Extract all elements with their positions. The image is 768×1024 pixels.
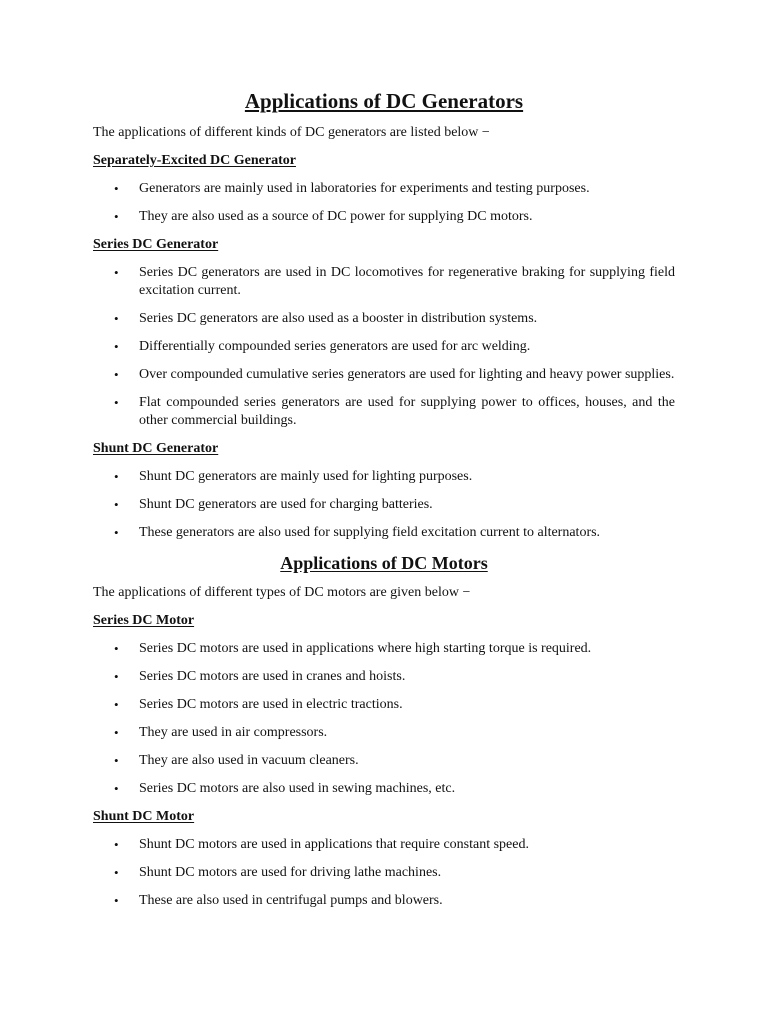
list-item-text: Shunt DC generators are used for charging batteries. xyxy=(139,497,433,512)
list-item-text: Generators are mainly used in laboratories for experiments and testing purposes. xyxy=(139,181,590,196)
bullet-icon: • xyxy=(114,311,119,326)
list-item-text: Shunt DC motors are used for driving lathe machines. xyxy=(139,865,442,880)
bullet-icon: • xyxy=(114,265,119,280)
bullet-icon: • xyxy=(114,725,119,740)
intro-dc-generators: The applications of different kinds of DC generators are listed below − xyxy=(93,125,490,140)
list-item xyxy=(93,724,675,742)
list-item xyxy=(93,208,675,226)
list-item xyxy=(93,394,675,430)
bullet-icon: • xyxy=(114,781,119,796)
list-item-text: Series DC generators are used in DC locomotives for regenerative braking for supplying field excitation current. xyxy=(139,265,675,298)
list-item-text: Shunt DC motors are used in applications that require constant speed. xyxy=(139,837,529,852)
list-item-text: They are used in air compressors. xyxy=(139,725,328,740)
heading-shunt-motor: Shunt DC Motor xyxy=(93,809,195,824)
list-item xyxy=(93,892,675,910)
list-shunt-motor xyxy=(93,836,675,910)
bullet-icon: • xyxy=(114,367,119,382)
list-item xyxy=(93,780,675,798)
bullet-icon: • xyxy=(114,469,119,484)
list-item-text: These generators are also used for supplying field excitation current to alternators. xyxy=(139,525,601,540)
list-item-text: These are also used in centrifugal pumps and blowers. xyxy=(139,893,443,908)
list-item xyxy=(93,338,675,356)
bullet-icon: • xyxy=(114,209,119,224)
list-item-text: Flat compounded series generators are used for supplying power to offices, houses, and the other commercial buildings. xyxy=(139,395,675,428)
list-item xyxy=(93,366,675,384)
list-item xyxy=(93,864,675,882)
bullet-icon: • xyxy=(114,753,119,768)
list-item-text: Over compounded cumulative series generators are used for lighting and heavy power supplies. xyxy=(139,367,675,382)
list-item-text: Differentially compounded series generators are used for arc welding. xyxy=(139,339,531,354)
bullet-icon: • xyxy=(114,339,119,354)
list-item xyxy=(93,496,675,514)
list-item xyxy=(93,640,675,658)
list-separately-excited-generator xyxy=(93,180,675,226)
list-item xyxy=(93,752,675,770)
list-item xyxy=(93,180,675,198)
bullet-icon: • xyxy=(114,669,119,684)
list-item-text: Series DC motors are used in electric tractions. xyxy=(139,697,403,712)
list-series-motor xyxy=(93,640,675,798)
bullet-icon: • xyxy=(114,181,119,196)
list-item xyxy=(93,468,675,486)
title-dc-motors: Applications of DC Motors xyxy=(280,553,488,573)
bullet-icon: • xyxy=(114,893,119,908)
list-item xyxy=(93,310,675,328)
heading-series-generator: Series DC Generator xyxy=(93,237,219,252)
list-item xyxy=(93,524,675,542)
bullet-icon: • xyxy=(114,697,119,712)
list-item-text: Series DC motors are used in cranes and hoists. xyxy=(139,669,406,684)
bullet-icon: • xyxy=(114,641,119,656)
bullet-icon: • xyxy=(114,395,119,410)
list-item xyxy=(93,668,675,686)
list-item-text: Series DC motors are also used in sewing machines, etc. xyxy=(139,781,456,796)
heading-series-motor: Series DC Motor xyxy=(93,613,195,628)
list-item xyxy=(93,264,675,300)
list-item xyxy=(93,836,675,854)
bullet-icon: • xyxy=(114,525,119,540)
intro-dc-motors: The applications of different types of DC motors are given below − xyxy=(93,585,471,600)
heading-separately-excited-generator: Separately-Excited DC Generator xyxy=(93,153,296,168)
heading-shunt-generator: Shunt DC Generator xyxy=(93,441,219,456)
list-item-text: Shunt DC generators are mainly used for lighting purposes. xyxy=(139,469,473,484)
list-shunt-generator xyxy=(93,468,675,542)
bullet-icon: • xyxy=(114,837,119,852)
list-item-text: They are also used as a source of DC power for supplying DC motors. xyxy=(139,209,533,224)
list-series-generator xyxy=(93,264,675,430)
list-item-text: Series DC generators are also used as a booster in distribution systems. xyxy=(139,311,538,326)
title-dc-generators: Applications of DC Generators xyxy=(244,89,524,113)
bullet-icon: • xyxy=(114,497,119,512)
list-item-text: Series DC motors are used in applications where high starting torque is required. xyxy=(139,641,592,656)
bullet-icon: • xyxy=(114,865,119,880)
list-item-text: They are also used in vacuum cleaners. xyxy=(139,753,359,768)
list-item xyxy=(93,696,675,714)
